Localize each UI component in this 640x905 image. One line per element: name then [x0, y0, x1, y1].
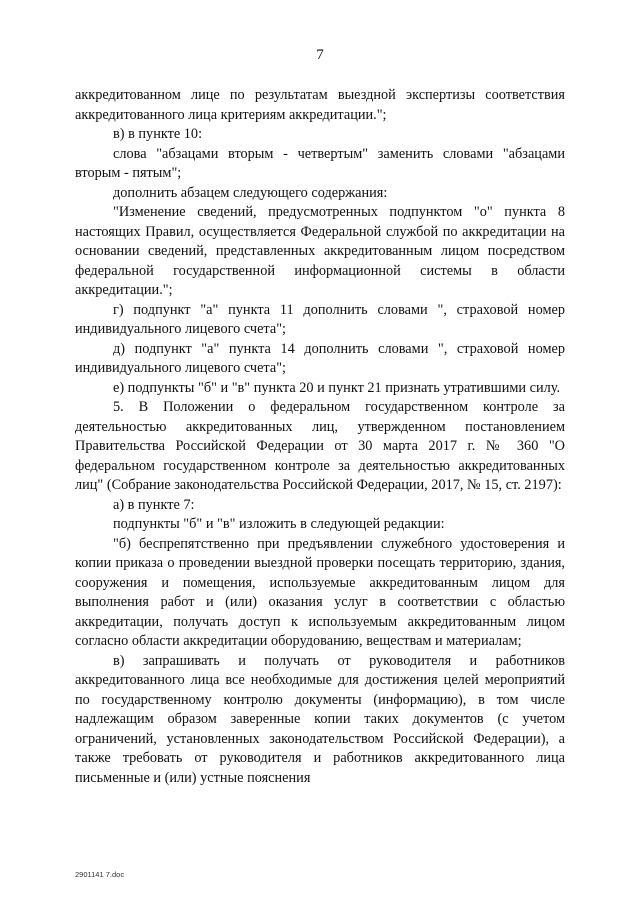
- paragraph-subitems: подпункты "б" и "в" изложить в следующей редакции:: [113, 516, 445, 532]
- document-code: 2901141 7.doc: [75, 870, 125, 879]
- paragraph-item-e: е) подпункты "б" и "в" пункта 20 и пункт 21 признать утратившими силу.: [113, 379, 561, 396]
- paragraph-item-a: а) в пункте 7:: [113, 496, 195, 513]
- paragraph-continuation: аккредитованном лице по результатам выездной экспертизы соответствия аккредитованного лица критериям аккредитации.";: [75, 87, 565, 123]
- paragraph-quote-change: "Изменение сведений, предусмотренных подпунктом "о" пункта 8 настоящих Правил, осуществляется Федеральной службой по аккредитации на основании сведений, представленных аккредитованным лицом посредством федеральной государственной информационной системы в области аккредитации.";: [75, 204, 565, 298]
- document-body: [75, 86, 565, 788]
- paragraph-quote-b: "б) беспрепятственно при предъявлении служебного удостоверения и копии приказа о проведении выездной проверки посещать территорию, здания, сооружения и помещения, используемые аккредитованным лицом для выполнения работ и (или) оказания услуг в соответствии с областью аккредитации, получать доступ к используемым аккредитованным лицом согласно области аккредитации оборудованию, веществам и материалам;: [75, 535, 565, 649]
- paragraph-item-g: г) подпункт "а" пункта 11 дополнить словами ", страховой номер индивидуального лицевого счета";: [75, 301, 565, 337]
- paragraph-item-v: в) в пункте 10:: [113, 126, 203, 142]
- paragraph-add-abzac: дополнить абзацем следующего содержания:: [113, 184, 388, 201]
- paragraph-quote-v: в) запрашивать и получать от руководителя и работников аккредитованного лица все необходимые для достижения целей мероприятий по государственному контролю документы (информацию), в том числе надлежащим образом заверенные копии таких документов (с учетом ограничений, установленных законодательством Российской Федерации), а также требовать от руководителя и работников аккредитованного лица письменные и (или) устные пояснения: [75, 652, 565, 786]
- paragraph-item-d: д) подпункт "а" пункта 14 дополнить словами ", страховой номер индивидуального лицевого счета";: [75, 340, 565, 376]
- paragraph-replace-words: слова "абзацами вторым - четвертым" заменить словами "абзацами вторым - пятым";: [75, 145, 565, 181]
- page-number: 7: [316, 47, 324, 63]
- paragraph-item-5: 5. В Положении о федеральном государственном контроле за деятельностью аккредитованных лиц, утвержденном постановлением Правительства Российской Федерации от 30 марта 2017 г. № 360 "О федеральном государственном контроле за деятельностью аккредитованных лиц" (Собрание законодательства Российской Федерации, 2017, № 15, ст. 2197):: [75, 399, 565, 493]
